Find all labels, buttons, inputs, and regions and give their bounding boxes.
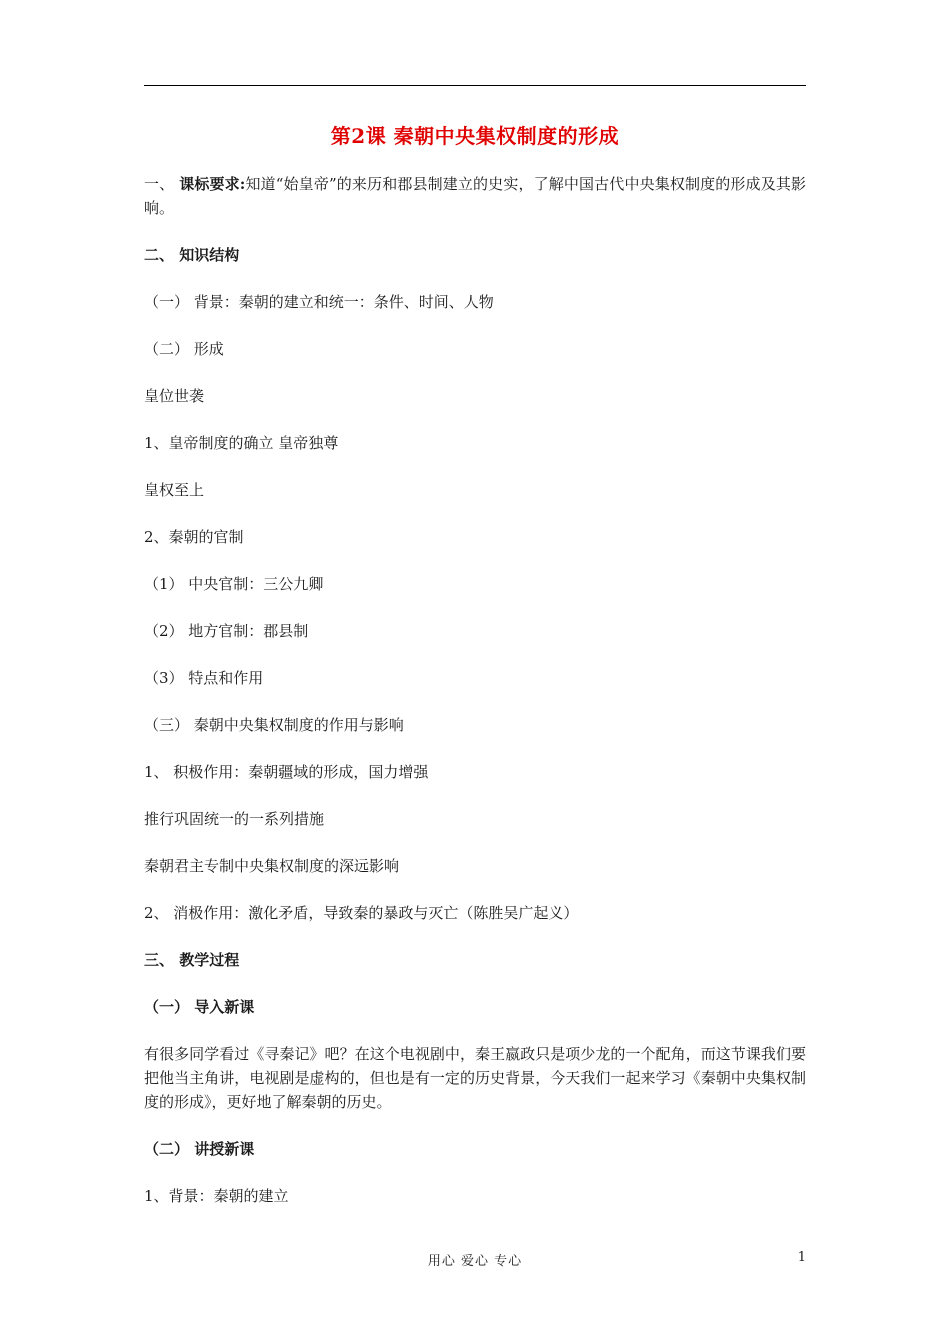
section-heading-teaching-process: 三、 教学过程 (144, 951, 240, 969)
knowledge-item: 2、秦朝的官制 (144, 528, 244, 546)
document-body (144, 172, 806, 1231)
subheading-new-lesson: （二） 讲授新课 (144, 1140, 255, 1158)
knowledge-item: 1、 积极作用：秦朝疆域的形成，国力增强 (144, 763, 429, 781)
section-heading-knowledge: 二、 知识结构 (144, 246, 240, 264)
subheading-introduction: （一） 导入新课 (144, 998, 255, 1016)
knowledge-item: （一） 背景：秦朝的建立和统一：条件、时间、人物 (144, 293, 494, 311)
knowledge-item: 皇位世袭 (144, 387, 205, 405)
section-1-text: 知道“始皇帝”的来历和郡县制建立的史实，了解中国古代中央集权制度的形成及其影响。 (144, 175, 806, 217)
intro-paragraph: 有很多同学看过《寻秦记》吧？在这个电视剧中，秦王嬴政只是项少龙的一个配角，而这节课我们要把他当主角讲，电视剧是虚构的，但也是有一定的历史背景，今天我们一起来学习《秦朝中央集权制度的形成》，更好地了解秦朝的历史。 (144, 1045, 806, 1111)
section-1-label: 课标要求: (179, 175, 246, 193)
knowledge-item: （三） 秦朝中央集权制度的作用与影响 (144, 716, 404, 734)
footer-motto: 用心 爱心 专心 (427, 1254, 523, 1269)
knowledge-item: （3） 特点和作用 (144, 669, 264, 687)
section-1-prefix: 一、 (144, 175, 175, 193)
header-rule (144, 85, 806, 86)
knowledge-item: （1） 中央官制：三公九卿 (144, 575, 324, 593)
knowledge-item: （二） 形成 (144, 340, 224, 358)
knowledge-item: 皇权至上 (144, 481, 205, 499)
knowledge-item: 1、皇帝制度的确立 皇帝独尊 (144, 434, 339, 452)
page-number: 1 (797, 1250, 806, 1265)
background-line: 1、背景：秦朝的建立 (144, 1187, 289, 1205)
knowledge-item: 2、 消极作用：激化矛盾，导致秦的暴政与灭亡（陈胜吴广起义） (144, 904, 579, 922)
knowledge-item: 推行巩固统一的一系列措施 (144, 810, 325, 828)
page-title: 第2课 秦朝中央集权制度的形成 (330, 124, 620, 148)
knowledge-item: 秦朝君主专制中央集权制度的深远影响 (144, 857, 400, 875)
curriculum-requirement (144, 172, 806, 220)
knowledge-item: （2） 地方官制：郡县制 (144, 622, 309, 640)
